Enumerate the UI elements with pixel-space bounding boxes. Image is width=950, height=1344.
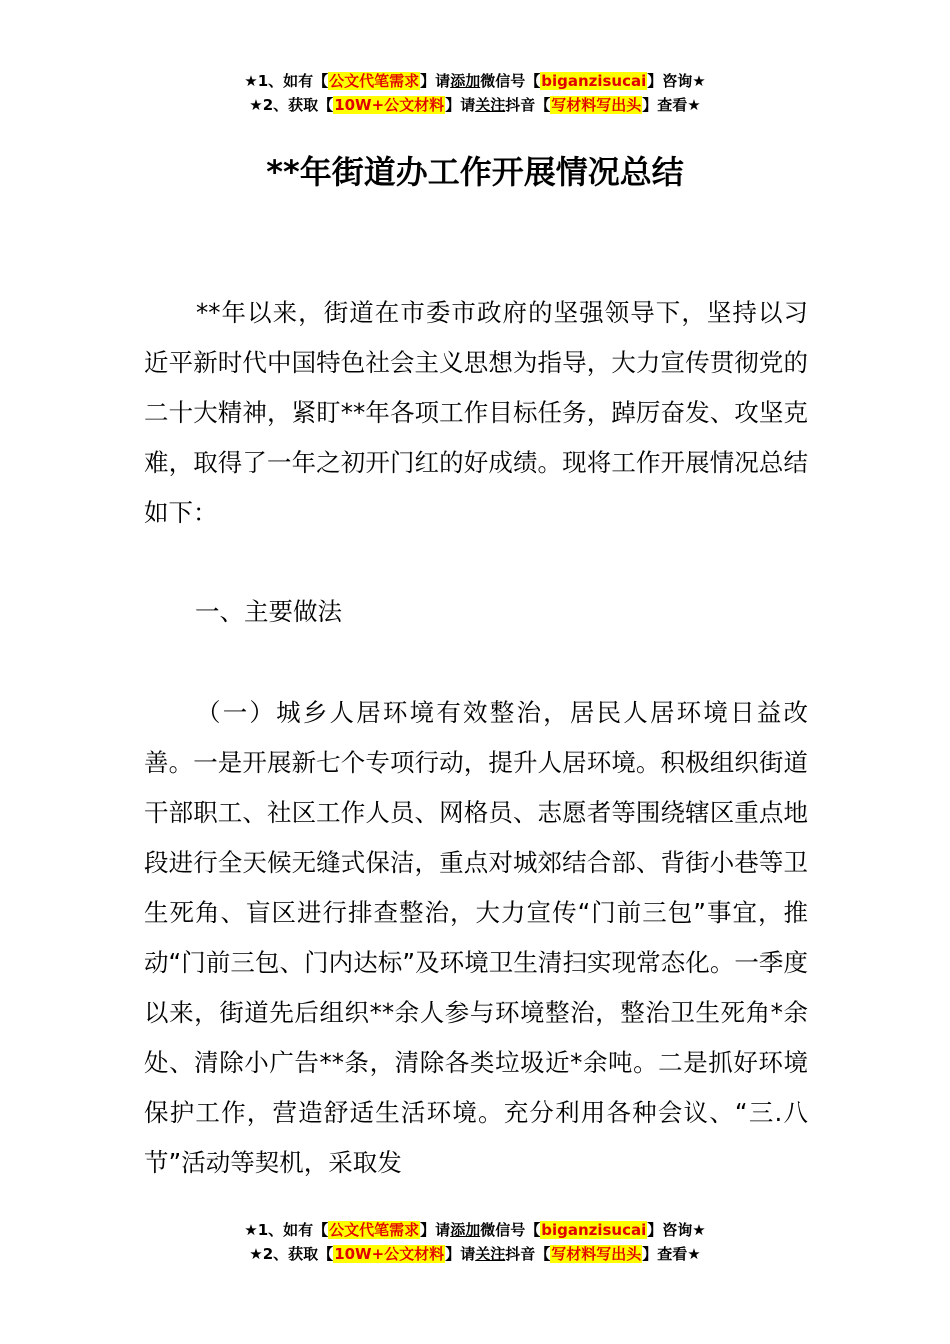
banner-text: 】咨询★ bbox=[647, 72, 706, 90]
banner-highlight: 公文代笔需求 bbox=[329, 72, 420, 90]
bottom-banner bbox=[0, 1218, 950, 1266]
banner-text: 抖音【 bbox=[505, 1245, 551, 1263]
banner-text: ★2、获取【 bbox=[249, 96, 334, 114]
banner-line-2 bbox=[0, 93, 950, 117]
banner-highlight: 公文代笔需求 bbox=[329, 1221, 420, 1239]
section-paragraph: （一）城乡人居环境有效整治，居民人居环境日益改善。一是开展新七个专项行动，提升人居环境。积极组织街道干部职工、社区工作人员、网格员、志愿者等围绕辖区重点地段进行全天候无缝式保洁，重点对城郊结合部、背街小巷等卫生死角、盲区进行排查整治，大力宣传“门前三包”事宜，推动“门前三包、门内达标”及环境卫生清扫实现常态化。一季度以来，街道先后组织**余人参与环境整治，整治卫生死角*余处、清除小广告**条，清除各类垃圾近*余吨。二是抓好环境保护工作，营造舒适生活环境。充分利用各种会议、“三.八节”活动等契机，采取发 bbox=[144, 698, 808, 1177]
banner-text: 】查看★ bbox=[642, 1245, 701, 1263]
banner-highlight: 10W+公文材料 bbox=[334, 1245, 445, 1263]
banner-text: 】请 bbox=[420, 1221, 451, 1239]
banner-text: 】咨询★ bbox=[647, 1221, 706, 1239]
intro-paragraph: **年以来，街道在市委市政府的坚强领导下，坚持以习近平新时代中国特色社会主义思想为指导，大力宣传贯彻党的二十大精神，紧盯**年各项工作目标任务，踔厉奋发、攻坚克难，取得了一年之初开门红的好成绩。现将工作开展情况总结如下： bbox=[144, 298, 808, 527]
section-heading: 一、主要做法 bbox=[195, 597, 342, 626]
banner-text: 微信号【 bbox=[480, 1221, 541, 1239]
banner-highlight: 10W+公文材料 bbox=[334, 96, 445, 114]
banner-text: 】请 bbox=[445, 96, 476, 114]
banner-highlight: biganzisucai bbox=[541, 72, 647, 90]
banner-highlight: 写材料写出头 bbox=[551, 96, 642, 114]
banner-underline: 关注 bbox=[475, 1245, 506, 1263]
banner-highlight: biganzisucai bbox=[541, 1221, 647, 1239]
banner-text: 抖音【 bbox=[505, 96, 551, 114]
banner-text: 】请 bbox=[420, 72, 451, 90]
banner-line-2 bbox=[0, 1242, 950, 1266]
document-title: **年街道办工作开展情况总结 bbox=[266, 153, 684, 191]
banner-text: 】请 bbox=[445, 1245, 476, 1263]
banner-underline: 添加 bbox=[450, 72, 481, 90]
banner-underline: 关注 bbox=[475, 96, 506, 114]
banner-text: ★2、获取【 bbox=[249, 1245, 334, 1263]
banner-line-1 bbox=[0, 69, 950, 93]
banner-text: ★1、如有【 bbox=[244, 72, 329, 90]
banner-underline: 添加 bbox=[450, 1221, 481, 1239]
banner-text: ★1、如有【 bbox=[244, 1221, 329, 1239]
banner-highlight: 写材料写出头 bbox=[551, 1245, 642, 1263]
banner-line-1 bbox=[0, 1218, 950, 1242]
banner-text: 】查看★ bbox=[642, 96, 701, 114]
top-banner bbox=[0, 69, 950, 117]
banner-text: 微信号【 bbox=[480, 72, 541, 90]
